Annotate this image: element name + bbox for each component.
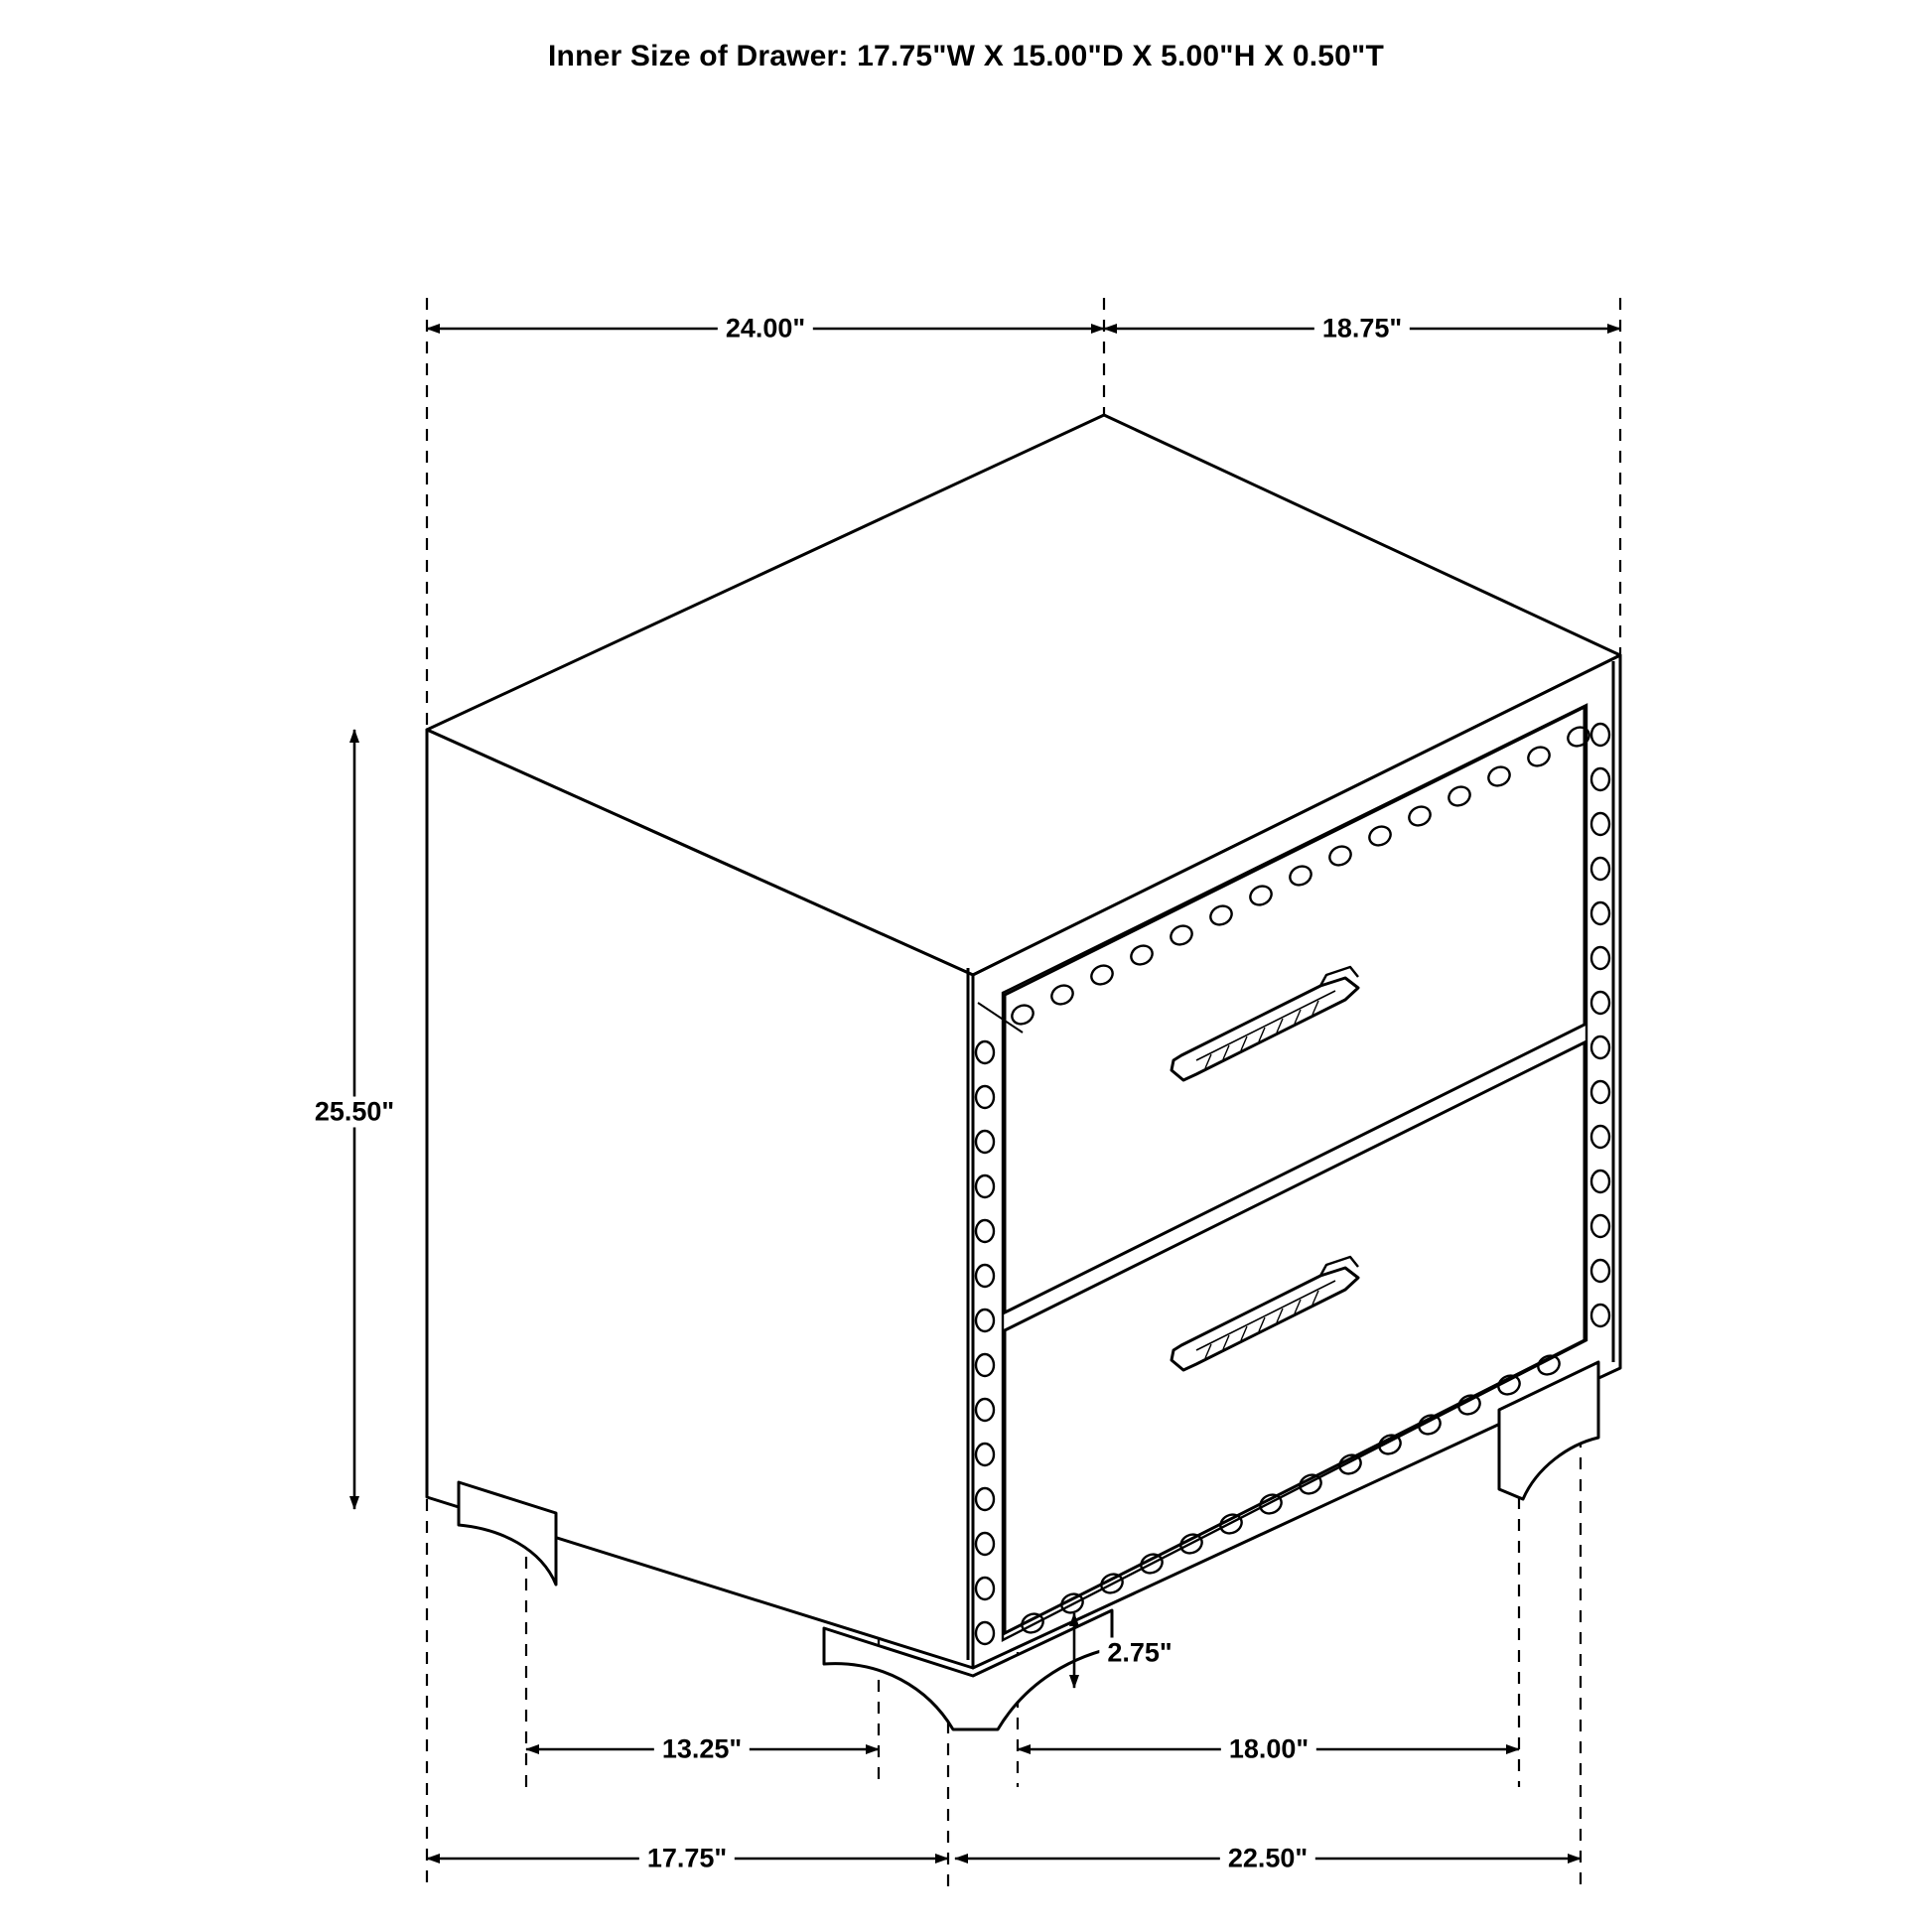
- dimension-label-2-75: 2.75": [1099, 1638, 1179, 1669]
- dimension-label-18-75: 18.75": [1314, 314, 1410, 345]
- dimension-label-25-50: 25.50": [307, 1097, 402, 1128]
- dimension-label-22-50: 22.50": [1220, 1844, 1315, 1874]
- cabinet-body: [427, 415, 1620, 1668]
- page-title: Inner Size of Drawer: 17.75"W X 15.00"D X 5.00"H X 0.50"T: [548, 40, 1384, 72]
- dimension-label-24: 24.00": [718, 314, 813, 345]
- dimension-label-17-75: 17.75": [639, 1844, 735, 1874]
- dimension-label-13-25: 13.25": [654, 1734, 750, 1765]
- dimension-label-18-00: 18.00": [1221, 1734, 1316, 1765]
